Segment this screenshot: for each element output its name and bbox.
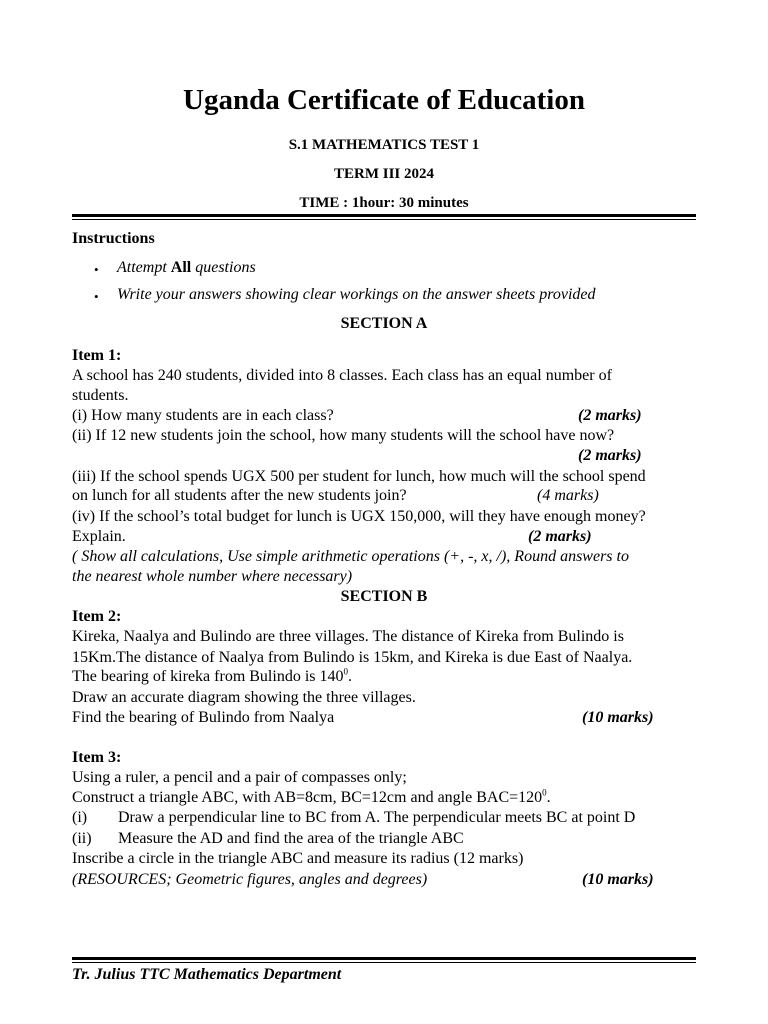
item-2-line-1: Kireka, Naalya and Bulindo are three villages. The distance of Kireka from Bulindo is bbox=[72, 628, 624, 645]
item-2-line-5: Find the bearing of Bulindo from Naalya bbox=[72, 709, 335, 726]
item-1-q2: (ii) If 12 new students join the school, how many students will the school have now? bbox=[72, 427, 615, 444]
instructions-heading: Instructions bbox=[72, 230, 155, 247]
item-3-marks: (10 marks) bbox=[582, 871, 654, 888]
footer-rule-thick bbox=[72, 957, 696, 960]
item-1-q3-line-2: on lunch for all students after the new students join? bbox=[72, 487, 407, 504]
item-1-q4-line-1: (iv) If the school’s total budget for lunch is UGX 150,000, will they have enough money? bbox=[72, 508, 646, 525]
bullet-icon: • bbox=[94, 262, 99, 277]
bullet-icon: • bbox=[94, 289, 99, 304]
test-name: S.1 MATHEMATICS TEST 1 bbox=[288, 137, 480, 153]
item-1-line-1: A school has 240 students, divided into 8 classes. Each class has an equal number of bbox=[72, 367, 612, 384]
item-3-ii-number: (ii) bbox=[72, 830, 92, 847]
item-3-ii-text: Measure the AD and find the area of the triangle ABC bbox=[118, 830, 464, 847]
instruction-1: Attempt All questions bbox=[117, 259, 256, 276]
item-3-line-2: Construct a triangle ABC, with AB=8cm, BC=12cm and angle $BAC=120^0$. bbox=[72, 787, 551, 806]
item-1-q2-marks: (2 marks) bbox=[578, 447, 642, 464]
item-2-marks: (10 marks) bbox=[582, 709, 654, 726]
header-rule-thin bbox=[72, 219, 696, 220]
item-3-label: Item 3: bbox=[72, 749, 122, 766]
footer-rule-thin bbox=[72, 962, 696, 963]
term-label: TERM III 2024 bbox=[333, 166, 434, 182]
item-3-resources: (RESOURCES; Geometric figures, angles and degrees) bbox=[72, 871, 428, 888]
section-a-heading: SECTION A bbox=[340, 315, 428, 332]
page-title: Uganda Certificate of Education bbox=[183, 84, 585, 116]
footer-text: Tr. Julius TTC Mathematics Department bbox=[72, 966, 342, 983]
item-1-q1: (i) How many students are in each class? bbox=[72, 407, 334, 424]
item-1-q3-marks: (4 marks) bbox=[537, 487, 599, 504]
item-3-line-1: Using a ruler, a pencil and a pair of compasses only; bbox=[72, 769, 407, 786]
item-2-line-3: The bearing of kireka from Bulindo is $140^0$. bbox=[72, 666, 352, 685]
item-3-line-5: Inscribe a circle in the triangle ABC and measure its radius (12 marks) bbox=[72, 850, 524, 867]
item-3-i-number: (i) bbox=[72, 809, 88, 826]
item-1-q4-marks: (2 marks) bbox=[528, 528, 592, 545]
item-1-label: Item 1: bbox=[72, 347, 122, 364]
item-1-line-2: students. bbox=[72, 387, 129, 404]
instruction-2: Write your answers showing clear workings on the answer sheets provided bbox=[117, 286, 596, 303]
time-label: TIME : 1hour: 30 minutes bbox=[299, 195, 469, 211]
item-1-note-line-1: ( Show all calculations, Use simple arithmetic operations (+, -, x, /), Round answers to bbox=[72, 548, 629, 565]
item-1-q3-line-1: (iii) If the school spends UGX 500 per student for lunch, how much will the school spend bbox=[72, 468, 646, 485]
item-1-note-line-2: the nearest whole number where necessary) bbox=[72, 568, 353, 585]
item-2-line-2: 15Km.The distance of Naalya from Bulindo is 15km, and Kireka is due East of Naalya. bbox=[72, 649, 633, 666]
item-2-label: Item 2: bbox=[72, 608, 122, 625]
header-rule-thick bbox=[72, 214, 696, 217]
item-2-line-4: Draw an accurate diagram showing the three villages. bbox=[72, 689, 416, 706]
item-3-i-text: Draw a perpendicular line to BC from A. The perpendicular meets BC at point D bbox=[118, 809, 636, 826]
section-b-heading: SECTION B bbox=[340, 588, 428, 605]
item-1-q4-line-2: Explain. bbox=[72, 528, 126, 545]
item-1-q1-marks: (2 marks) bbox=[578, 407, 642, 424]
